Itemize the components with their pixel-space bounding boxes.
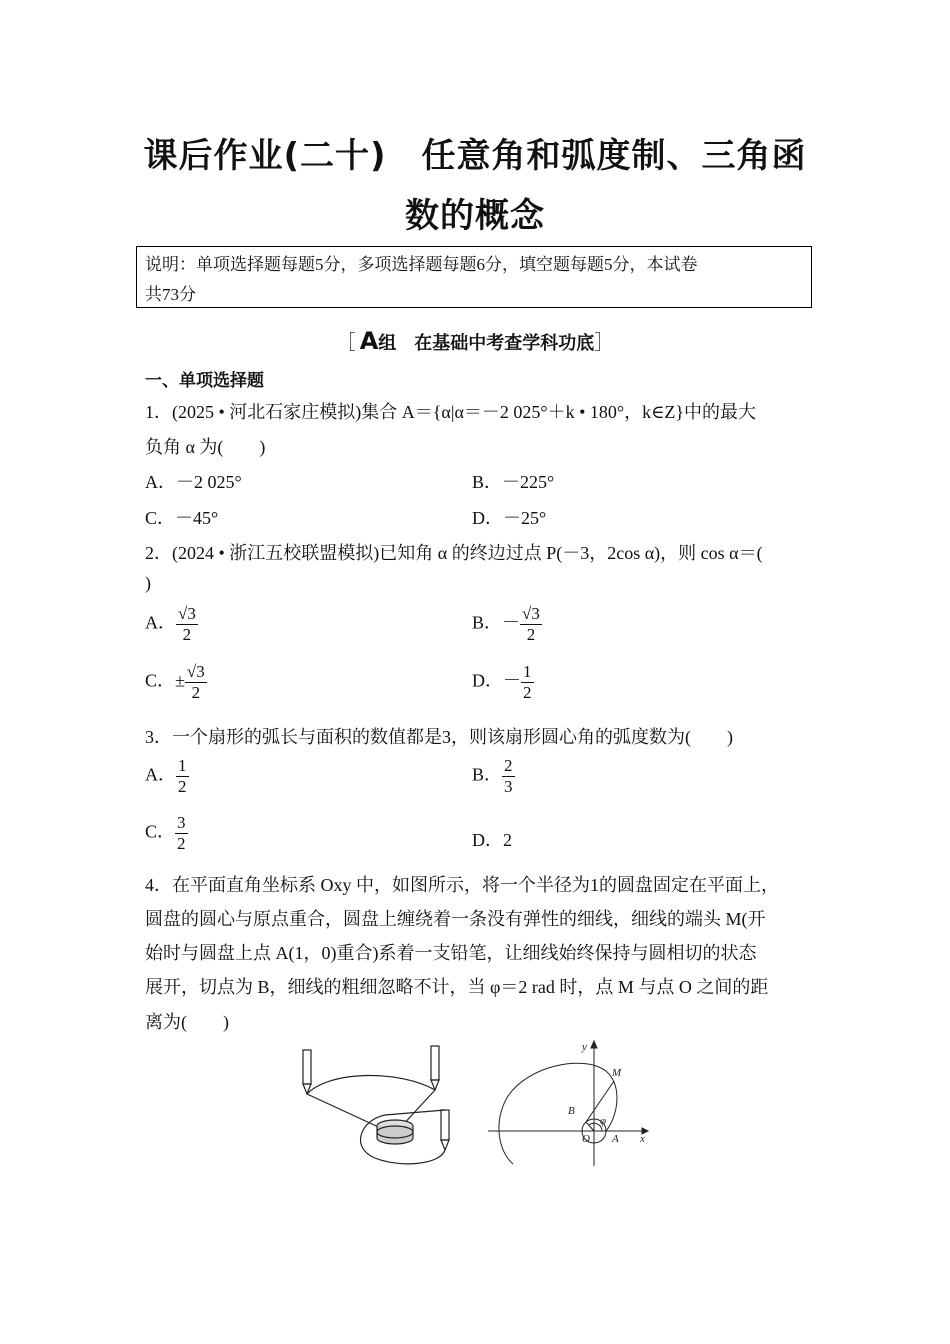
q1-stem-line1: 1．(2025 • 河北石家庄模拟)集合 A＝{α|α＝－2 025°＋k • 180°，k∈Z}中的最大	[145, 402, 757, 422]
q2-option-c-label: C．±	[145, 670, 185, 691]
group-a-heading	[0, 326, 950, 355]
q2-stem-line1: 2．(2024 • 浙江五校联盟模拟)已知角 α 的终边过点 P(－3，2cos α)，则 cos α＝(	[145, 543, 763, 563]
label-o: O	[582, 1133, 590, 1145]
numerator: 1	[523, 662, 532, 681]
q2-option-d-label: D．－	[472, 670, 521, 691]
q1-option-b[interactable]: B．－225°	[472, 472, 555, 492]
q4-stem-line5: 离为( )	[145, 1012, 229, 1032]
bracket-close: ］	[594, 330, 615, 354]
denominator: 2	[182, 625, 192, 644]
q3-option-b-label: B．	[472, 764, 503, 785]
fraction	[175, 813, 188, 854]
denominator: 2	[178, 777, 187, 796]
denominator: 2	[523, 683, 532, 702]
q3-option-c[interactable]	[145, 813, 188, 854]
q2-option-a-label: A．	[145, 612, 176, 633]
label-a: A	[612, 1133, 619, 1145]
q2-option-d[interactable]	[472, 662, 534, 703]
q2-stem-line2: )	[145, 573, 151, 593]
q2-option-c[interactable]	[145, 662, 207, 703]
q1-option-d[interactable]: D．－25°	[472, 508, 547, 528]
q4-stem-line4: 展开，切点为 B，细线的粗细忽略不计，当 φ＝2 rad 时，点 M 与点 O 之间的距	[145, 977, 769, 997]
q3-option-d[interactable]: D．2	[472, 830, 512, 850]
involute-diagram	[488, 1036, 658, 1168]
involute-curve	[499, 1063, 617, 1164]
q2-option-a[interactable]	[145, 604, 198, 645]
q2-option-b-label: B．－	[472, 612, 521, 633]
fraction	[520, 604, 542, 645]
group-a-badge: A	[359, 327, 379, 355]
numerator: √3	[522, 604, 540, 623]
label-y: y	[582, 1041, 587, 1053]
q1-option-a[interactable]: A．－2 025°	[145, 472, 242, 492]
q2-option-b[interactable]	[472, 604, 542, 645]
denominator: 3	[504, 777, 513, 796]
instructions-line2: 共73分	[145, 285, 196, 304]
numerator: √3	[178, 604, 196, 623]
group-a-label: 组 在基础中考查学科功底	[378, 333, 595, 354]
fraction	[176, 604, 198, 645]
q3-option-a-label: A．	[145, 764, 176, 785]
fraction	[521, 662, 534, 703]
q3-stem: 3．一个扇形的弧长与面积的数值都是3，则该扇形圆心角的弧度数为( )	[145, 727, 733, 747]
numerator: 1	[178, 756, 187, 775]
denominator: 2	[526, 625, 536, 644]
q3-option-a[interactable]	[145, 756, 189, 797]
label-m: M	[612, 1067, 622, 1079]
label-b: B	[568, 1105, 575, 1117]
numerator: 3	[177, 813, 186, 832]
fraction	[185, 662, 207, 703]
q4-stem-line2: 圆盘的圆心与原点重合，圆盘上缠绕着一条没有弹性的细线，细线的端头 M(开	[145, 909, 766, 929]
label-phi: φ	[600, 1115, 607, 1127]
section-single-choice: 一、单项选择题	[145, 371, 264, 391]
instructions-line1: 说明：单项选择题每题5分，多项选择题每题6分，填空题每题5分，本试卷	[145, 255, 698, 274]
bracket-open: ［	[335, 330, 356, 354]
q3-option-c-label: C．	[145, 821, 176, 842]
numerator: 2	[504, 756, 513, 775]
q4-stem-line3: 始时与圆盘上点 A(1，0)重合)系着一支铅笔，让细线始终保持与圆相切的状态	[145, 943, 757, 963]
q4-stem-line1: 4．在平面直角坐标系 Oxy 中，如图所示，将一个半径为1的圆盘固定在平面上，	[145, 875, 779, 895]
instructions-box	[136, 246, 812, 308]
page-title-line1: 课后作业(二十) 任意角和弧度制、三角函	[143, 136, 807, 176]
q1-stem-line2: 负角 α 为( )	[145, 437, 266, 457]
denominator: 2	[177, 834, 186, 853]
q1-option-c[interactable]: C．－45°	[145, 508, 219, 528]
denominator: 2	[191, 683, 201, 702]
q3-option-b[interactable]	[472, 756, 515, 797]
label-x: x	[640, 1133, 645, 1145]
fraction	[176, 756, 189, 797]
numerator: √3	[186, 662, 205, 681]
pencil-disc-illustration	[290, 1040, 470, 1170]
fraction	[502, 756, 515, 797]
page-title-line2: 数的概念	[405, 196, 545, 236]
